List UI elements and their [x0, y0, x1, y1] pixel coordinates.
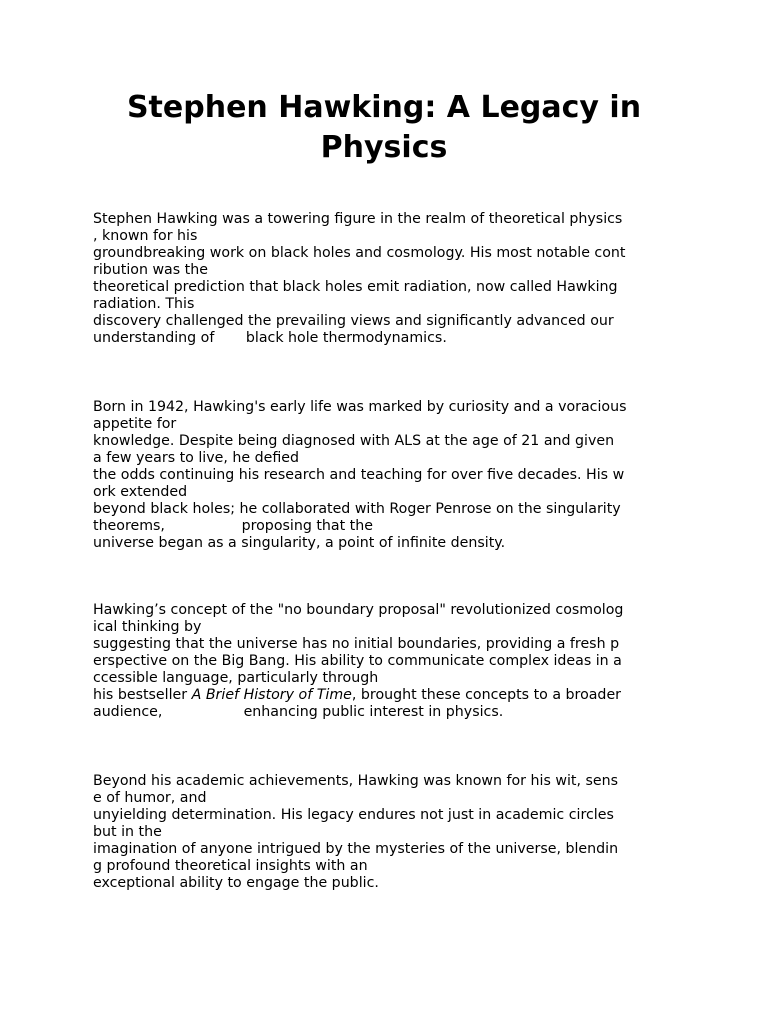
book-title: A Brief History of Time	[191, 687, 352, 703]
paragraph-line: Beyond his academic achievements, Hawking was known for his wit, sens	[93, 773, 618, 789]
paragraph-3	[93, 602, 623, 721]
paragraph-line: Hawking’s concept of the "no boundary proposal" revolutionized cosmolog	[93, 602, 624, 618]
paragraph-line: e of humor, and	[93, 790, 207, 806]
paragraph-line: universe began as a singularity, a point of infinite density.	[93, 535, 506, 551]
paragraph-1	[93, 211, 625, 347]
paragraph-line: Stephen Hawking was a towering figure in the realm of theoretical physics	[93, 211, 623, 227]
paragraph-line: understanding of black hole thermodynamics.	[93, 330, 447, 346]
paragraph-line: beyond black holes; he collaborated with Roger Penrose on the singularity	[93, 501, 621, 517]
paragraph-line: theoretical prediction that black holes emit radiation, now called Hawking	[93, 279, 618, 295]
paragraph-line: exceptional ability to engage the public.	[93, 875, 379, 891]
paragraph-4	[93, 773, 618, 892]
paragraph-line: ical thinking by	[93, 619, 202, 635]
paragraph-line: a few years to live, he defied	[93, 450, 300, 466]
paragraph-line: the odds continuing his research and teaching for over five decades. His w	[93, 467, 625, 483]
paragraph-line: but in the	[93, 824, 162, 840]
paragraph-line: theorems, proposing that the	[93, 518, 373, 534]
page-title: Stephen Hawking: A Legacy in Physics	[126, 90, 642, 165]
paragraph-line: ccessible language, particularly through	[93, 670, 379, 686]
paragraph-line: Born in 1942, Hawking's early life was marked by curiosity and a voracious	[93, 399, 627, 415]
book-line-suffix: , brought these concepts to a broader	[351, 687, 622, 703]
paragraph-line: audience, enhancing public interest in physics.	[93, 704, 504, 720]
paragraph-line: suggesting that the universe has no initial boundaries, providing a fresh p	[93, 636, 620, 652]
paragraph-line-with-book-title	[93, 687, 623, 704]
paragraph-line: ork extended	[93, 484, 188, 500]
paragraph-2	[93, 399, 627, 552]
paragraph-line: imagination of anyone intrigued by the mysteries of the universe, blendin	[93, 841, 619, 857]
paragraph-line: discovery challenged the prevailing views and significantly advanced our	[93, 313, 614, 329]
paragraph-line: appetite for	[93, 416, 177, 432]
paragraph-line: g profound theoretical insights with an	[93, 858, 368, 874]
document-page	[93, 88, 683, 891]
paragraph-line: erspective on the Big Bang. His ability to communicate complex ideas in a	[93, 653, 622, 669]
paragraph-line: radiation. This	[93, 296, 195, 312]
paragraph-line: , known for his	[93, 228, 198, 244]
paragraph-line: ribution was the	[93, 262, 208, 278]
paragraph-line: knowledge. Despite being diagnosed with ALS at the age of 21 and given	[93, 433, 615, 449]
paragraph-line: unyielding determination. His legacy endures not just in academic circles	[93, 807, 614, 823]
book-line-prefix: his bestseller	[93, 687, 192, 703]
paragraph-line: groundbreaking work on black holes and cosmology. His most notable cont	[93, 245, 626, 261]
